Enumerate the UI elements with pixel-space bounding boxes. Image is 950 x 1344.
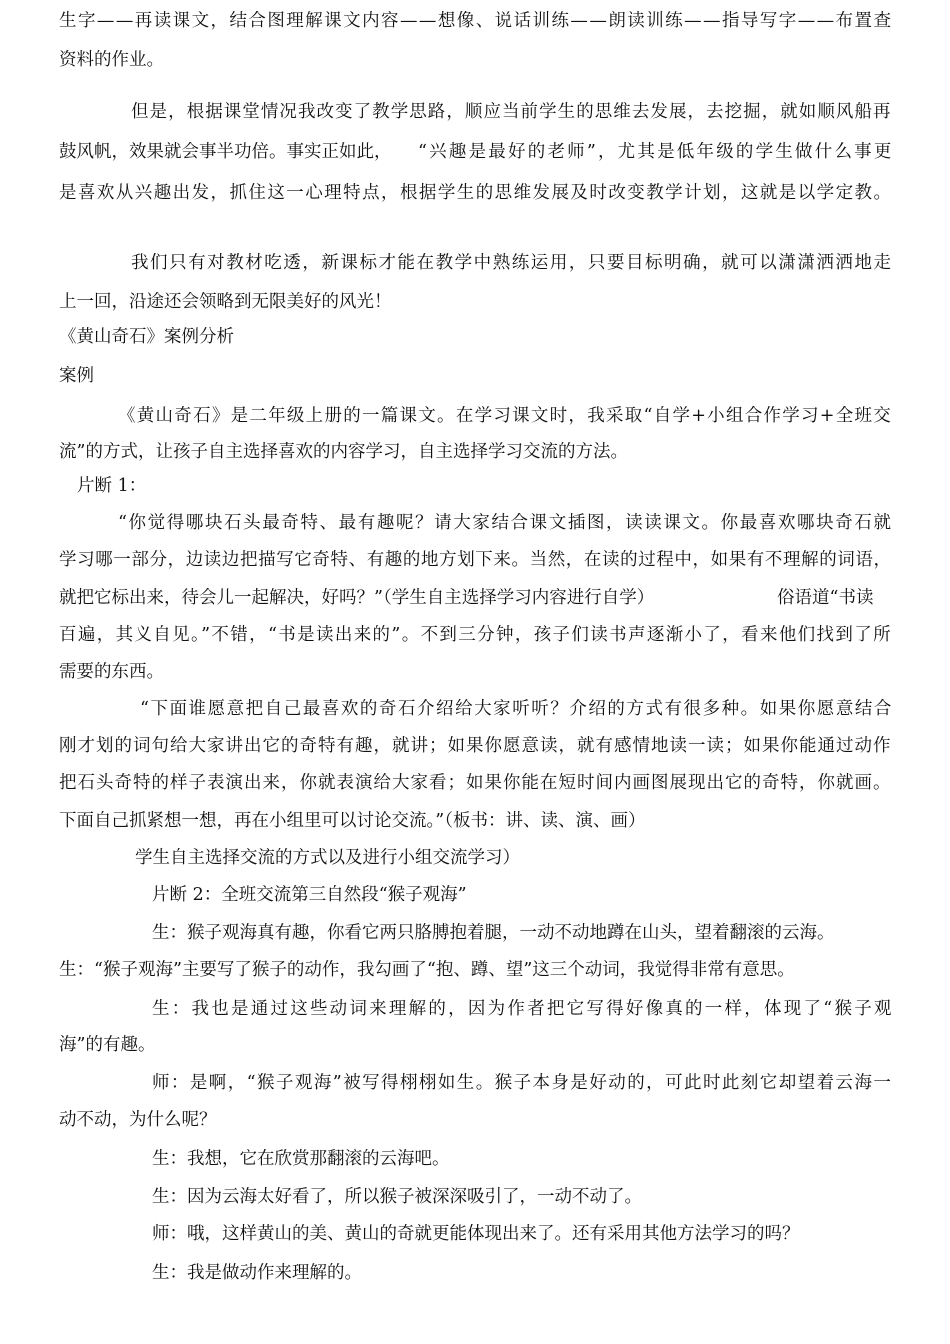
text-line: 但是，根据课堂情况我改变了教学思路，顺应当前学生的思维去发展，去挖掘，就如顺风船再 <box>131 102 892 122</box>
text-line: 我们只有对教材吃透，新课标才能在教学中熟练运用，只要目标明确，就可以潇潇洒洒地走 <box>131 253 893 273</box>
dialogue-line: 生：“猴子观海”主要写了猴子的动作，我勾画了“抱、蹲、望”这三个动词，我觉得非常有意思。 <box>59 960 795 980</box>
section-heading: 《黄山奇石》案例分析 <box>59 327 234 347</box>
fragment-label: 片断 2：全班交流第三自然段“猴子观海” <box>152 885 467 905</box>
text-line: 把石头奇特的样子表演出来，你就表演给大家看；如果你能在短时间内画图展现出它的奇特，你就画。 <box>59 773 892 793</box>
text-line: 生字——再读课文，结合图理解课文内容——想像、说话训练——朗读训练——指导写字——布置查 <box>59 11 893 31</box>
text-line: 鼓风帆，效果就会事半功倍。事实正如此， <box>59 142 392 162</box>
dialogue-line: 生：因为云海太好看了，所以猴子被深深吸引了，一动不动了。 <box>152 1187 642 1207</box>
dialogue-line: 师：哦，这样黄山的美、黄山的奇就更能体现出来了。还有采用其他方法学习的吗？ <box>152 1224 800 1244</box>
text-line: 下面自己抓紧想一想，再在小组里可以讨论交流。”（板书：讲、读、演、画） <box>59 811 646 831</box>
dialogue-line: 生：猴子观海真有趣，你看它两只胳膊抱着腿，一动不动地蹲在山头，望着翻滚的云海。 <box>152 923 835 943</box>
text-line: 《黄山奇石》是二年级上册的一篇课文。在学习课文时，我采取“自学+小组合作学习+全班交 <box>118 406 893 426</box>
text-line: 学生自主选择交流的方式以及进行小组交流学习） <box>135 848 520 868</box>
dialogue-line: 生：我是做动作来理解的。 <box>152 1263 362 1283</box>
text-line: 上一回，沿途还会领略到无限美好的风光！ <box>59 292 392 312</box>
text-line: 俗语道“书读 <box>777 588 874 608</box>
text-line: “下面谁愿意把自己最喜欢的奇石介绍给大家听听？介绍的方式有很多种。如果你愿意结合 <box>140 699 893 719</box>
text-line: 学习哪一部分，边读边把描写它奇特、有趣的地方划下来。当然，在读的过程中，如果有不理解的词语， <box>59 550 892 570</box>
dialogue-line: 海”的有趣。 <box>59 1035 156 1055</box>
fragment-label: 片断 1： <box>77 476 147 496</box>
dialogue-line: 师：是啊，“猴子观海”被写得栩栩如生。猴子本身是好动的，可此时此刻它却望着云海一 <box>152 1073 893 1093</box>
text-line: 是喜欢从兴趣出发，抓住这一心理特点，根据学生的思维发展及时改变教学计划，这就是以学定教。 <box>59 183 893 203</box>
text-line: 刚才划的词句给大家讲出它的奇特有趣，就讲；如果你愿意读，就有感情地读一读；如果你能通过动作 <box>59 736 892 756</box>
dialogue-line: 生：我也是通过这些动词来理解的，因为作者把它写得好像真的一样，体现了“猴子观 <box>152 999 894 1019</box>
text-line: 流”的方式，让孩子自主选择喜欢的内容学习，自主选择学习交流的方法。 <box>59 442 628 462</box>
text-line: “兴趣是最好的老师”，尤其是低年级的学生做什么事更 <box>418 142 894 162</box>
section-heading: 案例 <box>59 366 94 386</box>
text-line: 需要的东西。 <box>59 662 164 682</box>
text-line: 资料的作业。 <box>59 50 164 70</box>
text-line: “你觉得哪块石头最奇特、最有趣呢？请大家结合课文插图，读读课文。你最喜欢哪块奇石就 <box>118 513 893 533</box>
dialogue-line: 生：我想，它在欣赏那翻滚的云海吧。 <box>152 1149 450 1169</box>
dialogue-line: 动不动，为什么呢？ <box>59 1110 217 1130</box>
text-line: 就把它标出来，待会儿一起解决，好吗？”（学生自主选择学习内容进行自学） <box>59 588 655 608</box>
text-line: 百遍，其义自见。”不错，“书是读出来的”。不到三分钟，孩子们读书声逐渐小了，看来他们找到了所 <box>59 625 892 645</box>
